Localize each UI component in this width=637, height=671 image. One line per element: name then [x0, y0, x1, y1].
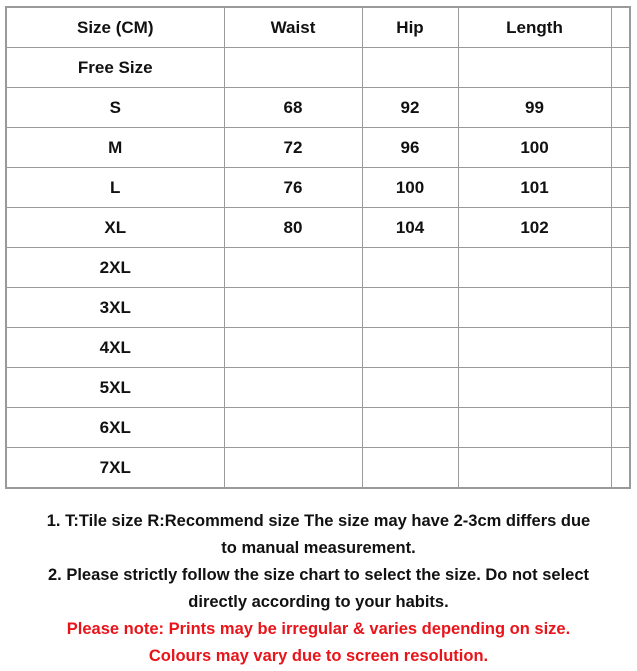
extra-cell [611, 408, 630, 448]
header-extra [611, 7, 630, 48]
waist-cell [224, 448, 362, 489]
extra-cell [611, 448, 630, 489]
hip-cell [362, 248, 458, 288]
warning-line-2: Colours may vary due to screen resolution. [148, 647, 489, 665]
waist-cell [224, 248, 362, 288]
header-length: Length [458, 7, 611, 48]
length-cell [458, 408, 611, 448]
length-cell [458, 48, 611, 88]
header-size: Size (CM) [6, 7, 224, 48]
size-cell: 5XL [6, 368, 224, 408]
size-cell: L [6, 168, 224, 208]
hip-cell: 104 [362, 208, 458, 248]
size-cell: M [6, 128, 224, 168]
hip-cell: 100 [362, 168, 458, 208]
size-cell: 6XL [6, 408, 224, 448]
note-1-line-1: 1. T:Tile size R:Recommend size The size may have 2-3cm differs due [46, 512, 591, 530]
length-cell [458, 368, 611, 408]
extra-cell [611, 168, 630, 208]
size-cell: 3XL [6, 288, 224, 328]
length-cell [458, 448, 611, 489]
extra-cell [611, 88, 630, 128]
length-cell: 100 [458, 128, 611, 168]
table-header-row [6, 7, 630, 48]
waist-cell [224, 368, 362, 408]
length-cell: 101 [458, 168, 611, 208]
length-cell: 102 [458, 208, 611, 248]
hip-cell: 92 [362, 88, 458, 128]
waist-cell: 68 [224, 88, 362, 128]
extra-cell [611, 288, 630, 328]
extra-cell [611, 208, 630, 248]
warning-line-1: Please note: Prints may be irregular & varies depending on size. [66, 620, 571, 638]
extra-cell [611, 48, 630, 88]
hip-cell [362, 368, 458, 408]
header-waist: Waist [224, 7, 362, 48]
length-cell [458, 248, 611, 288]
extra-cell [611, 248, 630, 288]
header-hip: Hip [362, 7, 458, 48]
size-cell: XL [6, 208, 224, 248]
table-row [6, 448, 630, 489]
waist-cell: 80 [224, 208, 362, 248]
length-cell: 99 [458, 88, 611, 128]
table-row [6, 288, 630, 328]
hip-cell [362, 448, 458, 489]
hip-cell [362, 288, 458, 328]
length-cell [458, 288, 611, 328]
hip-cell [362, 328, 458, 368]
waist-cell [224, 48, 362, 88]
table-row [6, 168, 630, 208]
length-cell [458, 328, 611, 368]
size-chart-table [5, 6, 631, 489]
extra-cell [611, 128, 630, 168]
size-cell: 4XL [6, 328, 224, 368]
table-row [6, 328, 630, 368]
table-row [6, 248, 630, 288]
waist-cell: 72 [224, 128, 362, 168]
hip-cell [362, 48, 458, 88]
size-notes [0, 508, 637, 670]
size-cell: 7XL [6, 448, 224, 489]
table-row [6, 48, 630, 88]
note-2-line-2: directly according to your habits. [188, 593, 449, 611]
hip-cell [362, 408, 458, 448]
table-row [6, 368, 630, 408]
size-cell: 2XL [6, 248, 224, 288]
waist-cell [224, 288, 362, 328]
note-2-line-1: 2. Please strictly follow the size chart to select the size. Do not select [47, 566, 589, 584]
waist-cell [224, 408, 362, 448]
table-row [6, 128, 630, 168]
size-cell: S [6, 88, 224, 128]
table-row [6, 88, 630, 128]
table-row [6, 208, 630, 248]
extra-cell [611, 368, 630, 408]
waist-cell: 76 [224, 168, 362, 208]
extra-cell [611, 328, 630, 368]
table-row [6, 408, 630, 448]
size-cell: Free Size [6, 48, 224, 88]
waist-cell [224, 328, 362, 368]
hip-cell: 96 [362, 128, 458, 168]
note-1-line-2: to manual measurement. [221, 539, 416, 557]
